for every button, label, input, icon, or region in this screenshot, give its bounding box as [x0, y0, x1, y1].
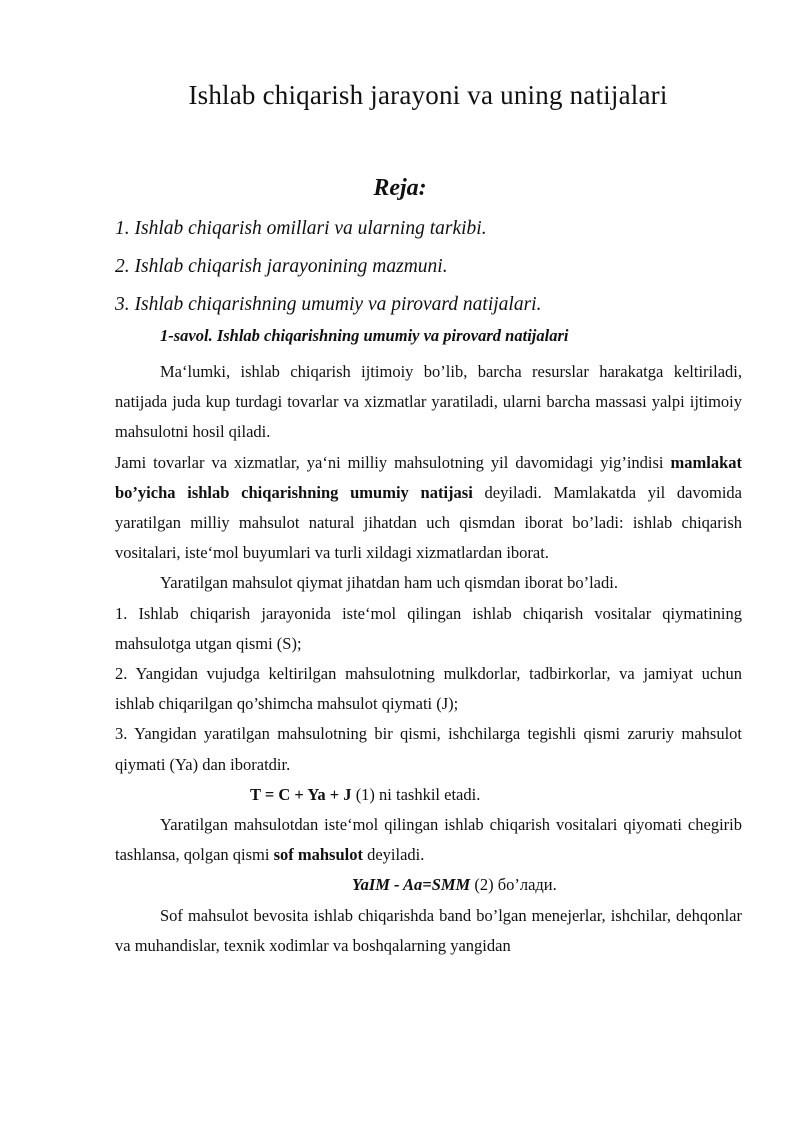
formula-1-text: (1) ni tashkil etadi.: [351, 784, 481, 804]
paragraph-5: 2. Yangidan vujudga keltirilgan mahsulotning mulkdorlar, tadbirkorlar, va jamiyat uchun ishlab chiqarilgan qo’shimcha mahsulot qiymati (J);: [115, 664, 742, 714]
paragraph-6: 3. Yangidan yaratilgan mahsulotning bir qismi, ishchilarga tegishli qismi zaruriy mahsulot qiymati (Ya) dan iboratdir.: [115, 724, 742, 774]
paragraph-2-text-end: deyiladi. Mamlakatda yil davomida yaratilgan milliy mahsulot natural jihatdan uch qismdan iborat bo’ladi: ishlab chiqarish vositalari, iste‘mol buyumlari va turli xildagi xizmatlardan iborat.: [115, 482, 742, 563]
paragraph-2-text: Jami tovarlar va xizmatlar, ya‘ni milliy mahsulotning yil davomidagi yig’indisi: [115, 452, 671, 472]
plan-heading: Reja:: [373, 175, 427, 201]
paragraph-8: Sof mahsulot bevosita ishlab chiqarishda band bo’lgan menejerlar, ishchilar, dehqonlar va muhandislar, texnik xodimlar va boshqalarning yangidan: [115, 905, 742, 955]
paragraph-7-text-end: deyiladi.: [362, 845, 425, 865]
paragraph-7-text: Yaratilgan mahsulotdan iste‘mol qilingan ishlab chiqarish vositalari qiyomati chegirib tashlansa, qolgan qismi: [115, 815, 742, 865]
paragraph-7-bold: sof mahsulot: [273, 845, 363, 865]
paragraph-7: [115, 810, 742, 870]
formula-1-expression: T = C + Ya + J: [250, 784, 352, 804]
plan-item-3: 3. Ishlab chiqarishning umumiy va pirovard natijalari.: [115, 294, 542, 315]
formula-1: [115, 780, 742, 810]
formula-2-expression: YaIM - Aa=SMM: [352, 875, 471, 895]
paragraph-4: 1. Ishlab chiqarish jarayonida iste‘mol qilingan ishlab chiqarish vositalar qiymatining mahsulotga utgan qismi (S);: [115, 603, 742, 653]
formula-2: [115, 870, 742, 900]
body-text: [115, 357, 742, 961]
plan-item-2: 2. Ishlab chiqarish jarayonining mazmuni.: [115, 256, 448, 277]
formula-2-text: (2) бо’лади.: [470, 875, 557, 895]
plan-item-1: 1. Ishlab chiqarish omillari va ularning tarkibi.: [115, 218, 487, 239]
question-heading: 1-savol. Ishlab chiqarishning umumiy va pirovard natijalari: [160, 326, 569, 345]
paragraph-2: [115, 448, 742, 569]
paragraph-1: Ma‘lumki, ishlab chiqarish ijtimoiy bo’lib, barcha resurslar harakatga keltiriladi, natijada juda kup turdagi tovarlar va xizmatlar yaratiladi, ularni barcha massasi yalpi ijtimoiy mahsulotni hosil qiladi.: [115, 362, 742, 442]
paragraph-3: Yaratilgan mahsulot qiymat jihatdan ham uch qismdan iborat bo’ladi.: [160, 573, 618, 593]
paragraph-2-bold: mamlakat bo’yicha ishlab chiqarishning umumiy natijasi: [115, 452, 742, 502]
page-title: Ishlab chiqarish jarayoni va uning natijalari: [188, 80, 668, 110]
